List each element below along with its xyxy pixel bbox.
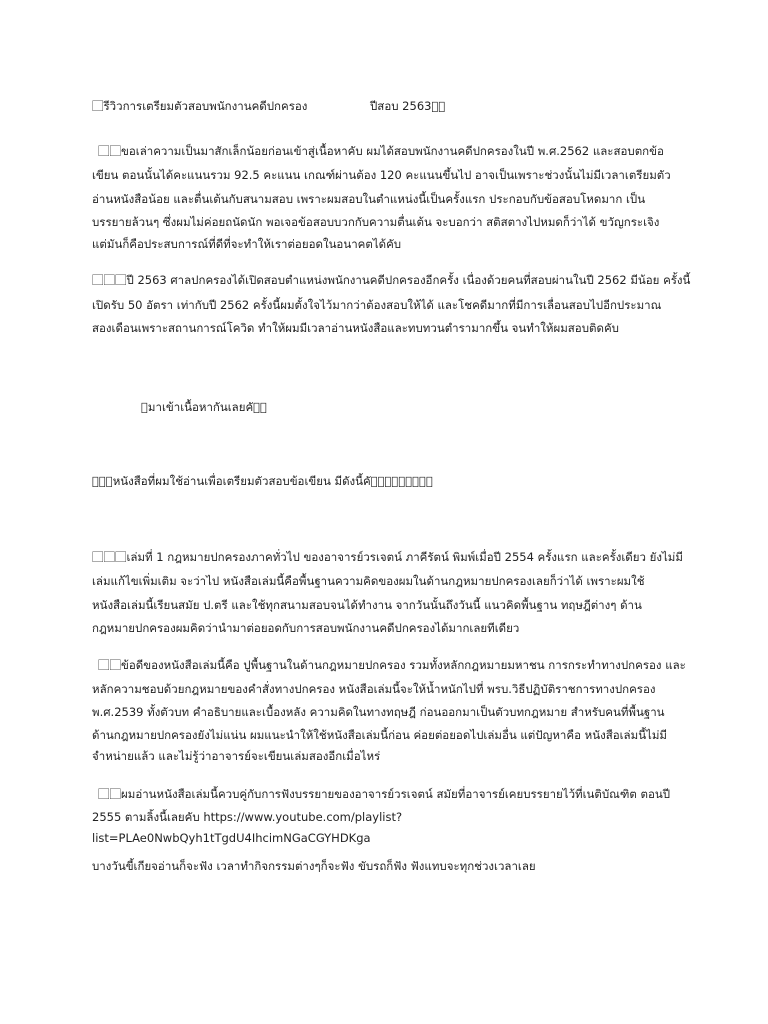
paragraph-line: ⃞⃞ขอเล่าความเป็นมาสักเล็กน้อยก่อนเข้าสู่เนื้อหาคับ ผมได้สอบพนักงานคดีปกครองในปี พ.ศ.2562 และสอบตกข้อ: [98, 144, 664, 158]
playlist-link[interactable]: list=PLAe0NwbQyh1tTgdU4IhcimNGaCGYHDKga: [92, 831, 371, 845]
paragraph-line: ⃞⃞ผมอ่านหนังสือเล่มนี้ควบคู่กับการฟังบรรยายของอาจารย์วรเจตน์ สมัยที่อาจารย์เคยบรรยายไว้ที่เนติบัณฑิต ตอนปี: [98, 787, 671, 801]
doc-title: ⃞รีวิวการเตรียมตัวสอบพนักงานคดีปกครอง: [92, 99, 308, 113]
books-intro: ⃞⃞⃞หนังสือที่ผมใช้อ่านเพื่อเตรียมตัวสอบข้อเขียน มีดังนี้คับ⃞⃞⃞⃞⃞⃞⃞⃞: [92, 474, 433, 488]
paragraph-line: หลักความชอบด้วยกฎหมายของคำสั่งทางปกครอง หนังสือเล่มนี้จะให้น้ำหนักไปที่ พรบ.วิธีปฏิบัติราชการทางปกครอง: [92, 682, 656, 696]
paragraph-line: เปิดรับ 50 อัตรา เท่ากับปี 2562 ครั้งนี้ผมตั้งใจไว้มากว่าต้องสอบให้ได้ และโชคดีมากที่มีการเลื่อนสอบไปอีกประมาณ: [92, 298, 662, 312]
paragraph-line: บางวันขี้เกียจอ่านก็จะฟัง เวลาทำกิจกรรมต่างๆก็จะฟัง ขับรถก็ฟัง ฟังแทบจะทุกช่วงเวลาเลย: [92, 859, 536, 873]
paragraph-line: ⃞⃞⃞ปี 2563 ศาลปกครองได้เปิดสอบตำแหน่งพนักงานคดีปกครองอีกครั้ง เนื่องด้วยคนที่สอบผ่านในปี 2562 มีน้อย ครั้งนี้: [92, 273, 691, 287]
paragraph-line: สองเดือนเพราะสถานการณ์โควิด ทำให้ผมมีเวลาอ่านหนังสือและทบทวนตำรามากขึ้น จนทำให้ผมสอบติดคับ: [92, 321, 619, 335]
paragraph-line: เล่มแก้ไขเพิ่มเติม จะว่าไป หนังสือเล่มนี้คือพื้นฐานความคิดของผมในด้านกฎหมายปกครองเลยก็ว่าได้ เพราะผมใช้: [92, 574, 645, 588]
paragraph-line: ⃞⃞ข้อดีของหนังสือเล่มนี้คือ ปูพื้นฐานในด้านกฎหมายปกครอง รวมทั้งหลักกฎหมายมหาชน การกระทำทางปกครอง และ: [98, 658, 686, 672]
section-subheading: ⃞มาเข้าเนื้อหากันเลยคับ⃞: [141, 400, 267, 414]
paragraph-line: ⃞⃞⃞เล่มที่ 1 กฎหมายปกครองภาคทั่วไป ของอาจารย์วรเจตน์ ภาคีรัตน์ พิมพ์เมื่อปี 2554 ครั้งแรก และครั้งเดียว ยังไม่มี: [92, 550, 683, 564]
paragraph-line: จำหน่ายแล้ว และไม่รู้ว่าอาจารย์จะเขียนเล่มสองอีกเมื่อไหร่: [92, 749, 381, 763]
paragraph-line: กฎหมายปกครองผมคิดว่านำมาต่อยอดกับการสอบพนักงานคดีปกครองได้มากเลยทีเดียว: [92, 621, 520, 635]
paragraph-line: บรรยายล้วนๆ ซึ่งผมไม่ค่อยถนัดนัก พอเจอข้อสอบบวกกับความตื่นเต้น จะบอกว่า สติสตางไปหมดก็ว่าได้ ขวัญกระเจิง: [92, 215, 660, 229]
paragraph-line: แต่มันก็คือประสบการณ์ที่ดีที่จะทำให้เราต่อยอดในอนาคตได้คับ: [92, 237, 402, 251]
paragraph-line: พ.ศ.2539 ทั้งตัวบท คำอธิบายและเบื้องหลัง ความคิดในทางทฤษฎี ก่อนออกมาเป็นตัวบทกฎหมาย สำหรับคนที่พื้นฐาน: [92, 705, 665, 719]
doc-title-year: ปีสอบ 2563⃞⃞: [370, 99, 446, 113]
paragraph-line: เขียน ตอนนั้นได้คะแนนรวม 92.5 คะแนน เกณฑ์ผ่านต้อง 120 คะแนนขึ้นไป อาจเป็นเพราะช่วงนั้นไม่มีเวลาเตรียมตัว: [92, 168, 671, 182]
paragraph-line: ด้านกฎหมายปกครองยังไม่แน่น ผมแนะนำให้ใช้หนังสือเล่มนี้ก่อน ค่อยต่อยอดไปเล่มอื่น แต่ปัญหาคือ หนังสือเล่มนี้ไม่มี: [92, 728, 667, 742]
paragraph-line: อ่านหนังสือน้อย และตื่นเต้นกับสนามสอบ เพราะผมสอบในตำแหน่งนี้เป็นครั้งแรก ประกอบกับข้อสอบโหดมาก เป็น: [92, 192, 646, 206]
paragraph-line-with-link: 2555 ตามลิ้งนี้เลยคับ https://www.youtube.com/playlist?: [92, 810, 403, 824]
paragraph-line: หนังสือเล่มนี้เรียนสมัย ป.ตรี และใช้ทุกสนามสอบจนได้ทำงาน จากวันนั้นถึงวันนี้ แนวคิดพื้นฐาน ทฤษฎีต่างๆ ด้าน: [92, 598, 642, 612]
